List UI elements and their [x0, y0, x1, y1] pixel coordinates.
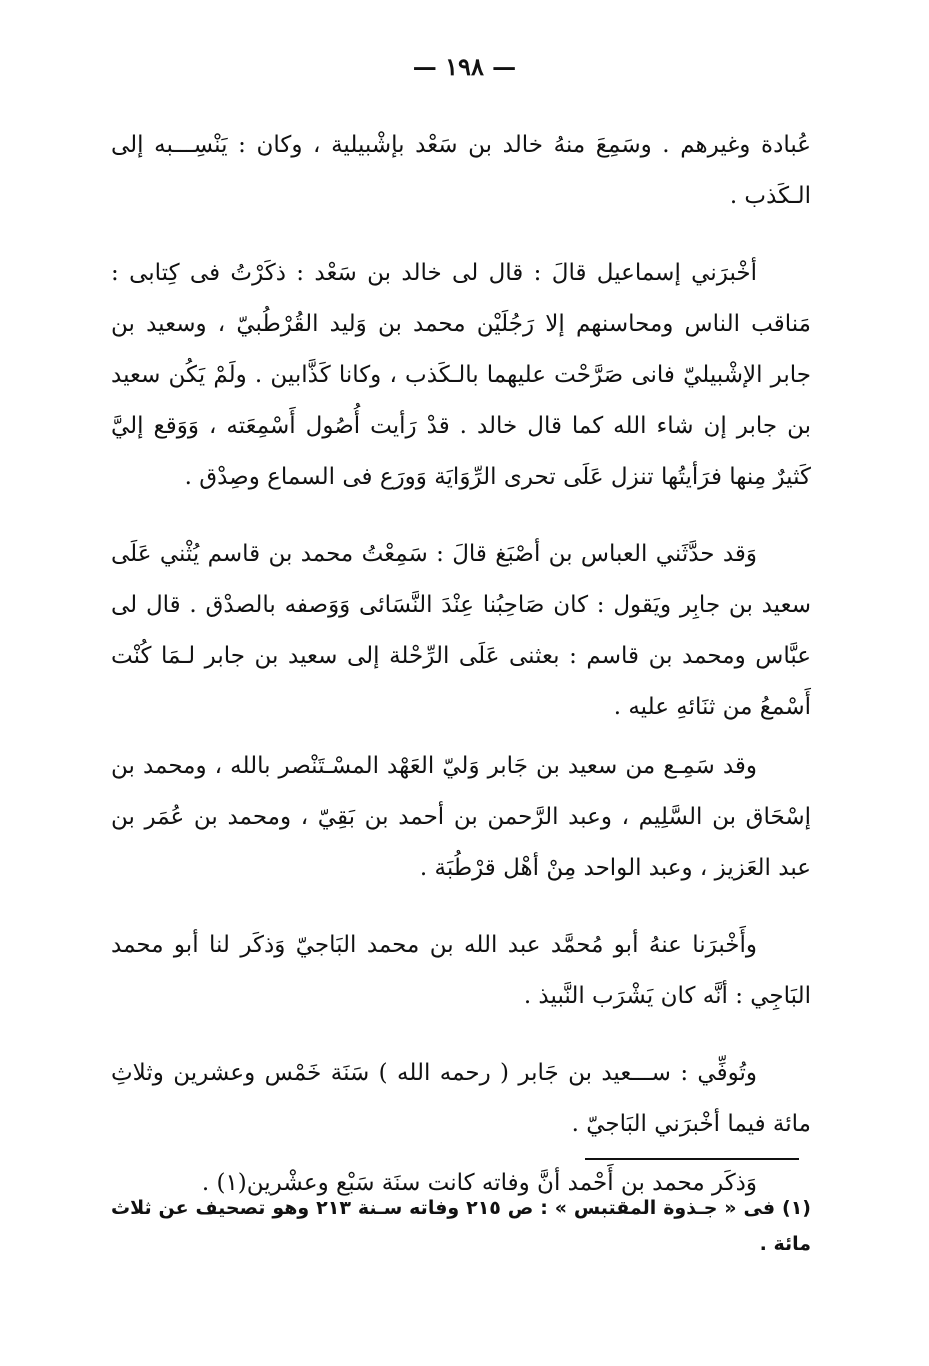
- footnote-divider: [585, 1158, 799, 1160]
- paragraph-abbas-report: وَقد حدَّثَني العباس بن أصْبَغ قالَ : سَمِعْتُ محمد بن قاسم يُثْني عَلَى سعيد بن جابِر ويَقول : كان صَاحِبُنا عِنْدَ النَّسَائى وَوَصفه بالصدْق . قال لى عبَّاس ومحمد بن قاسم : بعثنى عَلَى الرِّحْلة إلى سعيد بن جابر لـمَا كُنْت أَسْمعُ من ثنَائهِ عليه .: [111, 541, 811, 720]
- paragraph-continuation: عُبادة وغيرهم . وسَمِعَ منهُ خالد بن سَعْد بإشْبيلية ، وكان : يَنْسِـــبه إلى الـكَذب .: [111, 132, 811, 209]
- paragraph-students: وقد سَمِـع من سعيد بن جَابر وَليّ العَهْد المسْـتَنْصر بالله ، ومحمد بن إسْحَاق بن السَّلِيم ، وعبد الرَّحمن بن أحمد بن بَقِيّ ، ومحمد بن عُمَر بن عبد العَزيز ، وعبد الواحد مِنْ أهْل قرْطُبَة .: [111, 753, 811, 881]
- page-number: — ١٩٨ —: [412, 52, 517, 81]
- paragraph-death-alt: وَذكَر محمد بن أَحْمد أنَّ وفاته كانت سنَة سَبْع وعشْرين(١) .: [201, 1170, 757, 1196]
- paragraph-ismail-report: أخْبرَني إسماعيل قالَ : قال لى خالد بن سَعْد : ذكَرْتُ فى كِتابى : مَناقب الناس ومحاسنهم إلا رَجُلَيْن محمد بن وَليد القُرْطُبيّ ، وسعيد بن جابر الإشْبيليّ فانى صَرَّحْت عليهما بالـكَذب ، وكانا كَذَّابين . ولَمْ يَكُن سعيد بن جابر إن شاء الله كما قال خالد . قدْ رَأيت أُصُول أَسْمِعَته ، وَوَقع إليَّ كَثيرٌ مِنها فرَأيتُها تنزل عَلَى تحرى الرِّوَايَة وَورَع فى السماع وصِدْق .: [111, 260, 811, 490]
- footnote: (١) فى « جـذوة المقتبس » : ص ٢١٥ وفاته سـنة ٢١٣ وهو تصحيف عن ثلاث مائة .: [111, 1197, 811, 1255]
- paragraph-death: وتُوفِّي : ســـعيد بن جَابر ( رحمه الله ) سَنَة خَمْس وعشرين وثلاثِ مائة فيما أخْبرَني البَاجيّ .: [111, 1060, 811, 1137]
- main-text: [111, 120, 811, 1209]
- paragraph-baji-report: وأَخْبرَنا عنهُ أبو مُحمَّد عبد الله بن محمد البَاجيّ وَذكَر لنا أبو محمد البَاجِي : أنَّه كان يَشْرَب النَّبيذ .: [111, 932, 811, 1009]
